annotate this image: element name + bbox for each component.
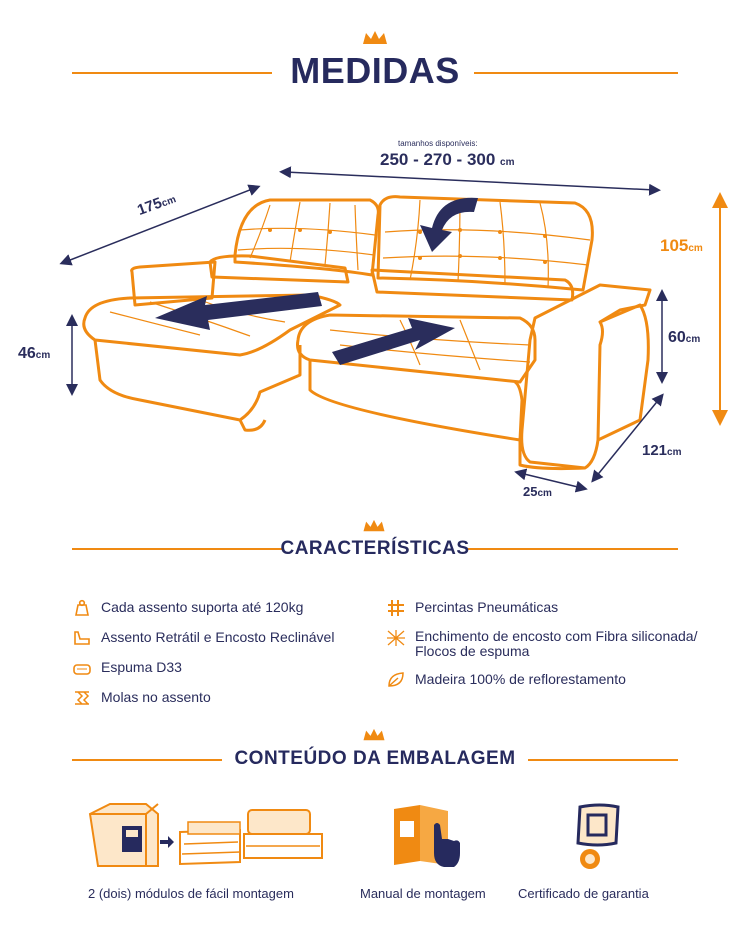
package-item-label: Manual de montagem	[360, 886, 486, 901]
features-title: CARACTERÍSTICAS	[280, 538, 470, 559]
depth-back-label: 175cm	[135, 194, 178, 219]
fiber-icon	[386, 629, 406, 647]
recline-icon	[72, 629, 92, 647]
feature-item: Percintas Pneumáticas	[386, 599, 558, 617]
feature-item: Enchimento de encosto com Fibra siliconada/ Flocos de espuma	[386, 629, 697, 659]
crown-icon	[362, 519, 386, 533]
foam-icon	[72, 659, 92, 677]
springs-icon	[72, 689, 92, 707]
leaf-icon	[386, 671, 406, 689]
arm-width-label: 25cm	[523, 484, 552, 499]
feature-item: Assento Retrátil e Encosto Reclinável	[72, 629, 334, 647]
arm-height-label: 60cm	[668, 329, 701, 346]
arm-depth-label: 121cm	[642, 442, 682, 459]
crown-icon	[362, 728, 386, 742]
sizes-value-label: 250 - 270 - 300 cm	[380, 150, 515, 169]
feature-item: Espuma D33	[72, 659, 182, 677]
measures-title: MEDIDAS	[290, 50, 460, 91]
manual-icon	[390, 803, 464, 871]
package-item-label: Certificado de garantia	[518, 886, 649, 901]
certificate-icon	[570, 803, 624, 875]
webbing-icon	[386, 599, 406, 617]
sizes-caption: tamanhos disponíveis:	[398, 139, 478, 148]
height-total-label: 105cm	[660, 236, 703, 255]
seat-height-label: 46cm	[18, 345, 51, 362]
feature-item: Molas no assento	[72, 689, 211, 707]
package-title: CONTEÚDO DA EMBALAGEM	[234, 748, 516, 769]
modules-icon	[88, 802, 328, 872]
feature-item: Cada assento suporta até 120kg	[72, 599, 303, 617]
feature-item: Madeira 100% de reflorestamento	[386, 671, 626, 689]
weight-icon	[72, 599, 92, 617]
package-item-label: 2 (dois) módulos de fácil montagem	[88, 886, 294, 901]
